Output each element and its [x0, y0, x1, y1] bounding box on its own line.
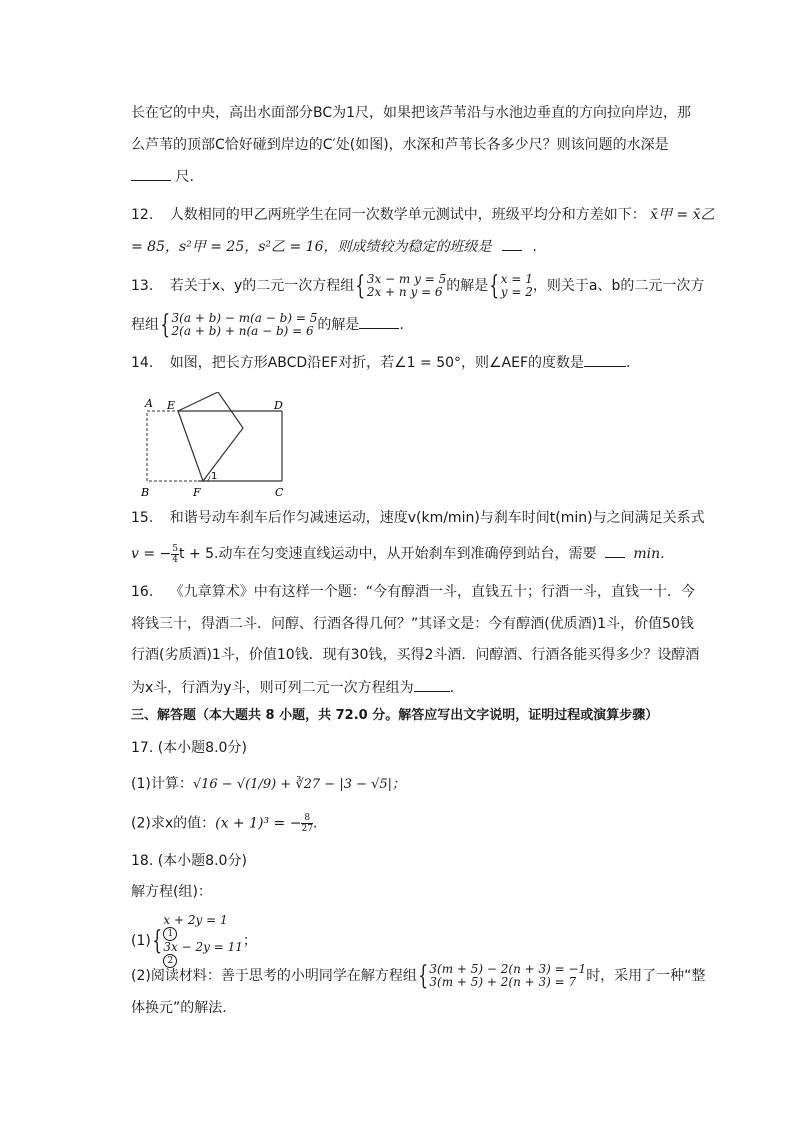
label-C: C [275, 486, 284, 499]
mean-formula: x̄甲 = x̄乙 [650, 207, 715, 223]
answer-blank [359, 314, 399, 329]
angle-1-label: 1 [211, 471, 218, 482]
expression: (x + 1)³ = − [215, 815, 302, 832]
question-number: 13. [131, 278, 154, 294]
rectangle-fold-figure [131, 392, 291, 504]
fraction [301, 813, 312, 834]
question-17-head: 17. (本小题8.0分) [131, 740, 247, 756]
question-text: 的解是 [317, 317, 360, 333]
question-15-line-2 [131, 543, 665, 565]
question-text: 和谐号动车刹车后作匀减速运动，速度v(km/min)与刹车时间t(min)与之间满足关系式 [169, 510, 705, 526]
question-end: . [532, 239, 537, 255]
solution-system [501, 273, 533, 299]
brace: { [355, 271, 366, 301]
question-18-head: 18. (本小题8.0分) [131, 853, 247, 869]
question-text: 的解是 [446, 278, 489, 294]
question-number: 12. [131, 207, 154, 223]
answer-blank [502, 236, 522, 251]
brace: { [152, 926, 163, 956]
answer-blank [605, 543, 625, 558]
equation: 3(a + b) − m(a − b) = 5 [171, 311, 318, 325]
question-text: 人数相同的甲乙两班学生在同一次数学单元测试中，班级平均分和方差如下： [169, 207, 646, 223]
label-A: A [145, 397, 153, 410]
circled-number: 1 [163, 927, 177, 941]
question-12-line-2 [131, 236, 537, 257]
numerator: 5 [172, 543, 179, 554]
equation-system-2 [172, 312, 318, 338]
brace: { [418, 961, 429, 991]
equation: 2(a + b) + n(a − b) = 6 [171, 324, 314, 338]
question-14-line [131, 352, 631, 373]
q11-unit: 尺. [175, 169, 194, 185]
q11-line-2: 么芦苇的顶部C恰好碰到岸边的C′处(如图)，水深和芦苇长各多少尺？则该问题的水深是 [131, 137, 669, 153]
equation: y = 2 [500, 285, 533, 299]
expression: √16 − √(1/9) + ∛27 − |3 − √5|； [192, 777, 406, 792]
folded-flap [178, 392, 243, 481]
question-text: 如图，把长方形ABCD沿EF对折，若∠1 = 50°，则∠AEF的度数是 [169, 355, 585, 371]
answer-blank [584, 352, 626, 367]
question-18-part-1 [131, 914, 257, 968]
equation [163, 914, 242, 941]
question-16-line-4 [131, 677, 454, 698]
question-13-line-1 [131, 273, 704, 299]
question-text: t + 5.动车在匀变速直线运动中，从开始刹车到准确停到站台，需要 [179, 546, 597, 562]
question-12-line-1 [131, 205, 715, 225]
equation: 3(m + 5) − 2(n + 3) = −1 [429, 962, 587, 976]
question-17-part-1 [131, 774, 405, 795]
equation: 3(m + 5) + 2(n + 3) = 7 [429, 975, 577, 989]
answer-blank [131, 166, 171, 181]
variance-text: = 85，s²甲 = 25，s²乙 = 16，则成绩较为稳定的班级是 [131, 239, 492, 255]
part-label: (2)求x的值： [131, 815, 216, 832]
equation-system-1 [367, 273, 446, 299]
question-15-line-1 [131, 508, 705, 528]
question-18-part-2-line-2: 体换元”的解法. [131, 1000, 227, 1016]
question-13-line-2 [131, 312, 404, 338]
label-B: B [141, 486, 150, 499]
numerator: 8 [301, 813, 312, 824]
equation: 3x − m y = 5 [366, 272, 447, 286]
label-E: E [167, 399, 176, 412]
question-18-part-2-line-1 [131, 963, 705, 989]
part-label: (1)计算： [131, 776, 193, 792]
section-heading: 三、解答题（本大题共 8 小题，共 72.0 分。解答应写出文字说明，证明过程或演算步骤） [131, 708, 659, 723]
equation-text: 3x − 2y = 11 [163, 940, 243, 954]
brace: { [160, 310, 171, 340]
question-18-intro: 解方程(组)： [131, 884, 212, 900]
label-F: F [193, 486, 201, 499]
answer-blank [414, 677, 450, 692]
question-text: 《九章算术》中有这样一个题：“今有醇酒一斗，直钱五十；行酒一斗，直钱一十．今 [169, 584, 695, 600]
fraction [171, 544, 179, 565]
angle-arc [207, 476, 210, 481]
question-text: 时，采用了一种“整 [586, 968, 706, 984]
equation-system [163, 914, 242, 968]
equation: 2x + n y = 6 [366, 285, 443, 299]
brace: { [489, 271, 500, 301]
question-end: . [399, 317, 404, 333]
question-number: 15. [131, 510, 154, 526]
question-16-line-3: 行酒(劣质酒)1斗，价值10钱．现有30钱，买得2斗酒．问醇酒、行酒各能买得多少？设醇酒 [131, 647, 700, 663]
question-16-line-2: 将钱三十，得酒二斗．问醇、行酒各得几何？”其译文是：今有醇酒(优质酒)1斗，价值50钱 [131, 616, 694, 632]
question-text: 程组 [131, 317, 159, 333]
question-end: ； [242, 933, 257, 949]
part-label: (1) [131, 933, 151, 949]
question-end: . [449, 680, 455, 696]
question-text: 若关于x、y的二元一次方程组 [169, 278, 355, 294]
q11-line-3 [131, 166, 194, 187]
denominator: 4 [172, 554, 179, 565]
denominator: 27 [301, 824, 313, 834]
label-D: D [274, 399, 283, 412]
question-text: (2)阅读材料：善于思考的小明同学在解方程组 [131, 968, 417, 984]
q11-line-1: 长在它的中央，高出水面部分BC为1尺，如果把该芦苇沿与水池边垂直的方向拉向岸边，那 [131, 105, 692, 121]
question-end: . [312, 815, 318, 832]
question-16-line-1 [131, 582, 695, 602]
question-17-part-2 [131, 813, 317, 834]
equation: x = 1 [500, 272, 533, 286]
question-end: . [626, 355, 631, 371]
question-text: 为x斗，行酒为y斗，则可列二元一次方程组为 [131, 680, 414, 696]
question-number: 14. [131, 355, 154, 371]
equation-text: x + 2y = 1 [163, 913, 228, 927]
unit: min. [633, 546, 665, 562]
circled-number: 2 [163, 954, 177, 968]
question-number: 16. [131, 584, 154, 600]
equation-system [429, 963, 586, 989]
velocity-formula: v = − [131, 546, 172, 562]
question-text: ，则关于a、b的二元一次方 [532, 278, 705, 294]
